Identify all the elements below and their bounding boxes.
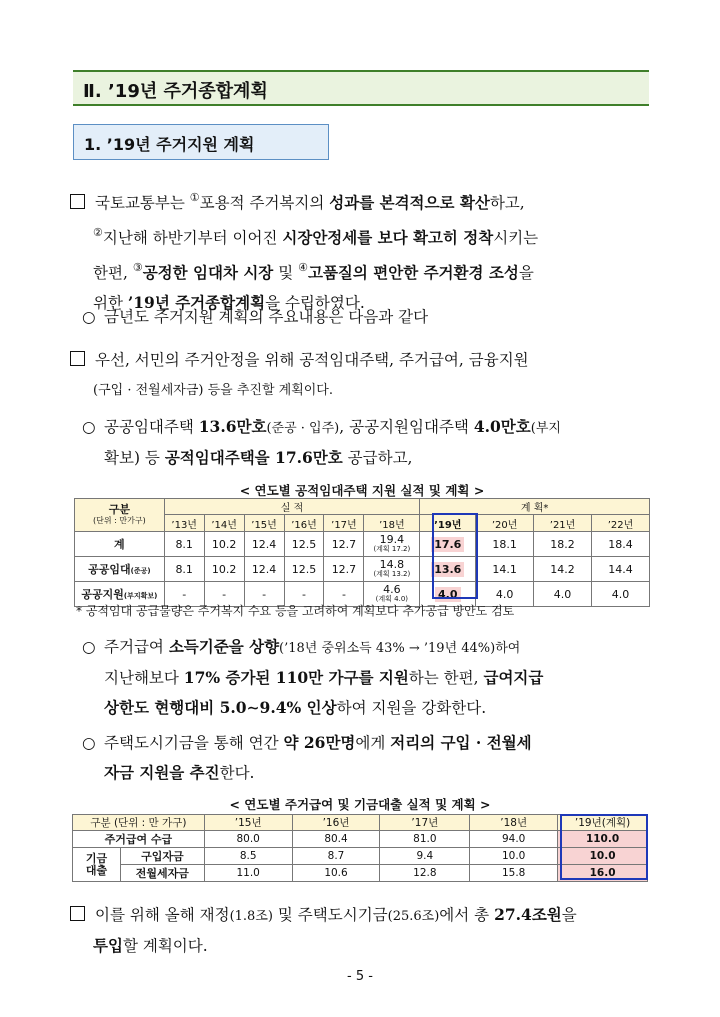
table1-year: ’17년 <box>324 515 364 532</box>
table1-head-group: 구분 (단위 : 만가구) <box>75 499 165 532</box>
row-label: 공공임대(준공) <box>75 557 165 582</box>
table-row: 계 8.1 10.2 12.4 12.5 12.7 19.4 (계획 17.2) 17.6 18.1 18.2 18.4 <box>75 532 650 557</box>
subsection-title: 1. ’19년 주거지원 계획 <box>84 135 255 154</box>
table1-year: ’20년 <box>476 515 534 532</box>
circle-bullet-icon: ○ <box>82 734 96 752</box>
table2-header-row: 구분 (단위 : 만 가구) ’15년 ’16년 ’17년 ’18년 ’19년(계획) <box>73 815 648 831</box>
paragraph-budget: 이를 위해 올해 재정(1.8조) 및 주택도시기금(25.6조)에서 총 27.4조원을 투입할 계획이다. <box>70 900 660 961</box>
table2-caption: < 연도별 주거급여 및 기금대출 실적 및 계획 > <box>229 797 491 812</box>
paragraph-housing-benefit: ○ 주거급여 소득기준을 상향(’18년 중위소득 43% → ’19년 44%)하여 지난해보다 17% 증가된 110만 가구를 지원하는 한편, 급여지급 상한도 현행대비 5.0∼9.4% 인상하여 지원을 강화한다. <box>70 632 660 723</box>
table-row: 전월세자금 11.0 10.6 12.8 15.8 16.0 <box>73 865 648 882</box>
section-header <box>73 70 649 106</box>
paragraph-public-housing: ○ 공공임대주택 13.6만호(준공 · 입주), 공공지원임대주택 4.0만호(부지 확보) 등 공적임대주택을 17.6만호 공급하고, <box>70 412 660 473</box>
table1-footnote: * 공적임대 공급물량은 주거복지 수요 등을 고려하여 계획보다 추가공급 방안도 검토 <box>76 604 515 618</box>
table1-year: ’18년 <box>364 515 420 532</box>
table1-plan-header: 계 획* <box>420 499 650 515</box>
subsection-header <box>73 124 329 160</box>
circle-bullet-icon: ○ <box>82 418 96 436</box>
circle-bullet-icon: ○ <box>82 638 96 656</box>
row-label: 계 <box>75 532 165 557</box>
square-bullet-icon <box>70 906 85 921</box>
table1-year: ’19년 <box>420 515 476 532</box>
row-label: 공공지원(부지확보) <box>75 582 165 607</box>
circle-bullet-icon: ○ <box>82 308 96 326</box>
table1-year: ’15년 <box>244 515 284 532</box>
table-row: 주거급여 수급 80.0 80.4 81.0 94.0 110.0 <box>73 831 648 848</box>
section-title: Ⅱ. ’19년 주거종합계획 <box>83 81 268 102</box>
table1-year: ’13년 <box>164 515 204 532</box>
paragraph-summary: ○ 금년도 주거지원 계획의 주요내용은 다음과 같다 <box>70 303 660 332</box>
page-number: - 5 - <box>347 969 373 984</box>
table-row: 기금 대출 구입자금 8.5 8.7 9.4 10.0 10.0 <box>73 848 648 865</box>
table-row: 공공임대(준공) 8.1 10.2 12.4 12.5 12.7 14.8 (계획 13.2) 13.6 14.1 14.2 14.4 <box>75 557 650 582</box>
public-rental-table <box>74 498 650 607</box>
table1-caption: < 연도별 공적임대주택 지원 실적 및 계획 > <box>239 483 485 498</box>
benefit-loan-table <box>72 814 648 882</box>
table1-year: ’22년 <box>592 515 650 532</box>
table1-year: ’21년 <box>534 515 592 532</box>
square-bullet-icon <box>70 351 85 366</box>
square-bullet-icon <box>70 194 85 209</box>
paragraph-plan: 우선, 서민의 주거안정을 위해 공적임대주택, 주거급여, 금융지원 (구입 · 전월세자금) 등을 추진할 계획이다. <box>70 346 660 405</box>
table-row: 공공지원(부지확보) - - - - - 4.6 (계획 4.0) 4.0 4.0 4.0 4.0 <box>75 582 650 607</box>
table1-year: ’14년 <box>204 515 244 532</box>
table1-actual-header: 실 적 <box>164 499 420 515</box>
paragraph-fund: ○ 주택도시기금을 통해 연간 약 26만명에게 저리의 구입 · 전월세 자금 지원을 추진한다. <box>70 728 660 788</box>
paragraph-intro: 국토교통부는 ①포용적 주거복지의 성과를 본격적으로 확산하고, ②지난해 하반기부터 이어진 시장안정세를 보다 확고히 정착시키는 한편, ③공정한 임대차 시장 및 ④고품질의 편안한 주거환경 조성을 위한 ’19년 주거종합계획을 수립하였다. <box>70 183 660 318</box>
table1-year: ’16년 <box>284 515 324 532</box>
